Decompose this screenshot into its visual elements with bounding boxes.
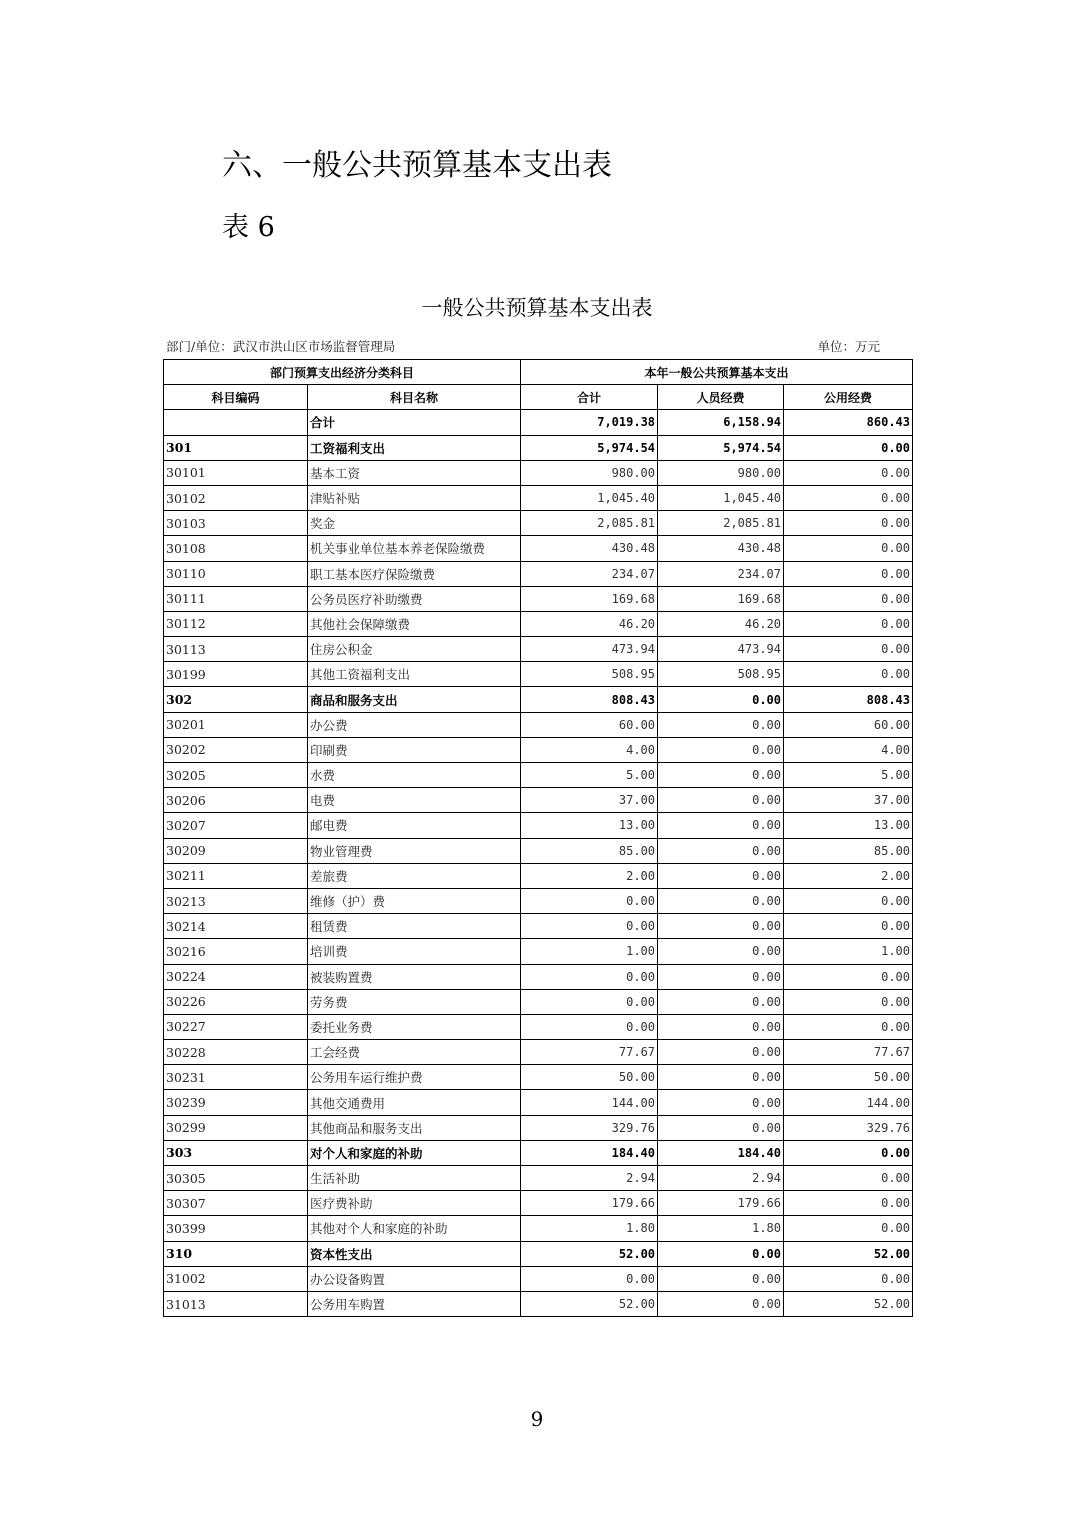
table-row xyxy=(164,1040,913,1065)
cell-public: 0.00 xyxy=(784,1166,913,1191)
cell-code: 30206 xyxy=(164,788,308,813)
table-body xyxy=(164,410,913,1317)
cell-code: 30227 xyxy=(164,1014,308,1039)
cell-total: 179.66 xyxy=(521,1191,658,1216)
cell-personnel: 1,045.40 xyxy=(658,485,784,510)
cell-total: 77.67 xyxy=(521,1040,658,1065)
table-row xyxy=(164,1241,913,1266)
cell-name: 其他交通费用 xyxy=(308,1090,521,1115)
section-heading: 六、一般公共预算基本支出表 xyxy=(222,148,612,183)
cell-total: 0.00 xyxy=(521,914,658,939)
cell-code: 30207 xyxy=(164,813,308,838)
table-row xyxy=(164,788,913,813)
cell-public: 50.00 xyxy=(784,1065,913,1090)
table-row xyxy=(164,763,913,788)
cell-personnel: 179.66 xyxy=(658,1191,784,1216)
cell-name: 培训费 xyxy=(308,939,521,964)
cell-personnel: 0.00 xyxy=(658,763,784,788)
cell-code: 30110 xyxy=(164,561,308,586)
cell-name: 资本性支出 xyxy=(308,1241,521,1266)
cell-public: 860.43 xyxy=(784,410,913,435)
cell-name: 印刷费 xyxy=(308,737,521,762)
cell-personnel: 0.00 xyxy=(658,939,784,964)
cell-code: 30102 xyxy=(164,485,308,510)
cell-name: 租赁费 xyxy=(308,914,521,939)
table-row xyxy=(164,637,913,662)
cell-public: 1.00 xyxy=(784,939,913,964)
cell-total: 0.00 xyxy=(521,1266,658,1291)
cell-code: 31013 xyxy=(164,1291,308,1316)
cell-public: 0.00 xyxy=(784,1216,913,1241)
cell-personnel: 0.00 xyxy=(658,989,784,1014)
table-row xyxy=(164,964,913,989)
cell-name: 津贴补贴 xyxy=(308,485,521,510)
cell-name: 水费 xyxy=(308,763,521,788)
table-row xyxy=(164,1115,913,1140)
cell-total: 0.00 xyxy=(521,888,658,913)
table-row xyxy=(164,687,913,712)
cell-name: 差旅费 xyxy=(308,863,521,888)
table-number: 表 6 xyxy=(222,212,275,243)
cell-public: 2.00 xyxy=(784,863,913,888)
cell-total: 2.00 xyxy=(521,863,658,888)
cell-personnel: 0.00 xyxy=(658,1014,784,1039)
cell-public: 85.00 xyxy=(784,838,913,863)
cell-total: 980.00 xyxy=(521,460,658,485)
cell-total: 169.68 xyxy=(521,586,658,611)
cell-public: 0.00 xyxy=(784,888,913,913)
cell-personnel: 0.00 xyxy=(658,737,784,762)
cell-personnel: 2,085.81 xyxy=(658,511,784,536)
cell-total: 430.48 xyxy=(521,536,658,561)
cell-personnel: 0.00 xyxy=(658,1241,784,1266)
table-row xyxy=(164,511,913,536)
cell-total: 5.00 xyxy=(521,763,658,788)
cell-name: 被装购置费 xyxy=(308,964,521,989)
cell-total: 52.00 xyxy=(521,1241,658,1266)
cell-personnel: 980.00 xyxy=(658,460,784,485)
cell-name: 委托业务费 xyxy=(308,1014,521,1039)
cell-total: 52.00 xyxy=(521,1291,658,1316)
cell-code: 30202 xyxy=(164,737,308,762)
table-row xyxy=(164,611,913,636)
header-personnel: 人员经费 xyxy=(658,385,784,410)
cell-public: 0.00 xyxy=(784,964,913,989)
table-row xyxy=(164,1291,913,1316)
cell-code: 30226 xyxy=(164,989,308,1014)
cell-total: 1,045.40 xyxy=(521,485,658,510)
cell-total: 1.80 xyxy=(521,1216,658,1241)
cell-code: 30103 xyxy=(164,511,308,536)
cell-code: 30108 xyxy=(164,536,308,561)
cell-name: 商品和服务支出 xyxy=(308,687,521,712)
table-row xyxy=(164,1166,913,1191)
cell-total: 7,019.38 xyxy=(521,410,658,435)
cell-code: 31002 xyxy=(164,1266,308,1291)
cell-public: 0.00 xyxy=(784,637,913,662)
table-row xyxy=(164,1014,913,1039)
cell-name: 工会经费 xyxy=(308,1040,521,1065)
cell-public: 0.00 xyxy=(784,914,913,939)
cell-code: 30199 xyxy=(164,662,308,687)
cell-public: 77.67 xyxy=(784,1040,913,1065)
cell-public: 52.00 xyxy=(784,1291,913,1316)
table-row xyxy=(164,737,913,762)
header-group-right: 本年一般公共预算基本支出 xyxy=(521,360,913,385)
header-group-row xyxy=(164,360,913,385)
cell-personnel: 0.00 xyxy=(658,788,784,813)
table-row xyxy=(164,1090,913,1115)
cell-public: 329.76 xyxy=(784,1115,913,1140)
table-row xyxy=(164,712,913,737)
cell-personnel: 184.40 xyxy=(658,1140,784,1165)
cell-code: 30307 xyxy=(164,1191,308,1216)
cell-name: 公务用车购置 xyxy=(308,1291,521,1316)
cell-code: 30113 xyxy=(164,637,308,662)
cell-total: 2.94 xyxy=(521,1166,658,1191)
cell-code: 30211 xyxy=(164,863,308,888)
cell-total: 184.40 xyxy=(521,1140,658,1165)
cell-code: 30201 xyxy=(164,712,308,737)
cell-public: 0.00 xyxy=(784,435,913,460)
cell-total: 808.43 xyxy=(521,687,658,712)
cell-name: 办公费 xyxy=(308,712,521,737)
cell-personnel: 0.00 xyxy=(658,888,784,913)
cell-personnel: 0.00 xyxy=(658,1040,784,1065)
cell-public: 144.00 xyxy=(784,1090,913,1115)
cell-public: 0.00 xyxy=(784,485,913,510)
table-row xyxy=(164,586,913,611)
cell-personnel: 0.00 xyxy=(658,838,784,863)
cell-name: 办公设备购置 xyxy=(308,1266,521,1291)
cell-public: 13.00 xyxy=(784,813,913,838)
table-row xyxy=(164,410,913,435)
cell-total: 0.00 xyxy=(521,964,658,989)
cell-name: 医疗费补助 xyxy=(308,1191,521,1216)
table-row xyxy=(164,460,913,485)
cell-personnel: 0.00 xyxy=(658,914,784,939)
cell-personnel: 0.00 xyxy=(658,863,784,888)
cell-personnel: 0.00 xyxy=(658,813,784,838)
cell-name: 公务员医疗补助缴费 xyxy=(308,586,521,611)
cell-name: 其他社会保障缴费 xyxy=(308,611,521,636)
cell-name: 对个人和家庭的补助 xyxy=(308,1140,521,1165)
header-code: 科目编码 xyxy=(164,385,308,410)
cell-personnel: 0.00 xyxy=(658,1115,784,1140)
header-group-left: 部门预算支出经济分类科目 xyxy=(164,360,521,385)
table-meta xyxy=(166,338,880,356)
cell-total: 50.00 xyxy=(521,1065,658,1090)
cell-code: 30305 xyxy=(164,1166,308,1191)
table-row xyxy=(164,662,913,687)
cell-personnel: 0.00 xyxy=(658,964,784,989)
cell-total: 85.00 xyxy=(521,838,658,863)
cell-name: 劳务费 xyxy=(308,989,521,1014)
cell-name: 工资福利支出 xyxy=(308,435,521,460)
cell-total: 144.00 xyxy=(521,1090,658,1115)
cell-name: 电费 xyxy=(308,788,521,813)
cell-code: 30205 xyxy=(164,763,308,788)
cell-total: 329.76 xyxy=(521,1115,658,1140)
cell-public: 0.00 xyxy=(784,611,913,636)
cell-public: 4.00 xyxy=(784,737,913,762)
cell-total: 0.00 xyxy=(521,989,658,1014)
table-row xyxy=(164,536,913,561)
cell-total: 1.00 xyxy=(521,939,658,964)
table-row xyxy=(164,561,913,586)
cell-name: 生活补助 xyxy=(308,1166,521,1191)
cell-total: 60.00 xyxy=(521,712,658,737)
cell-personnel: 0.00 xyxy=(658,1065,784,1090)
table-title: 一般公共预算基本支出表 xyxy=(421,296,653,320)
cell-code: 30399 xyxy=(164,1216,308,1241)
cell-code: 30111 xyxy=(164,586,308,611)
header-total: 合计 xyxy=(521,385,658,410)
cell-code: 30214 xyxy=(164,914,308,939)
cell-public: 0.00 xyxy=(784,1191,913,1216)
cell-total: 5,974.54 xyxy=(521,435,658,460)
cell-code: 30228 xyxy=(164,1040,308,1065)
cell-public: 60.00 xyxy=(784,712,913,737)
cell-code xyxy=(164,410,308,435)
cell-public: 0.00 xyxy=(784,586,913,611)
cell-code: 303 xyxy=(164,1140,308,1165)
cell-name: 基本工资 xyxy=(308,460,521,485)
cell-personnel: 430.48 xyxy=(658,536,784,561)
cell-public: 0.00 xyxy=(784,561,913,586)
cell-code: 30224 xyxy=(164,964,308,989)
cell-name: 其他工资福利支出 xyxy=(308,662,521,687)
cell-total: 508.95 xyxy=(521,662,658,687)
cell-personnel: 1.80 xyxy=(658,1216,784,1241)
table-row xyxy=(164,1065,913,1090)
header-column-row xyxy=(164,385,913,410)
cell-name: 邮电费 xyxy=(308,813,521,838)
cell-total: 4.00 xyxy=(521,737,658,762)
cell-public: 37.00 xyxy=(784,788,913,813)
table-row xyxy=(164,1191,913,1216)
cell-name: 合计 xyxy=(308,410,521,435)
department-label: 部门/单位：武汉市洪山区市场监督管理局 xyxy=(166,339,396,354)
cell-personnel: 5,974.54 xyxy=(658,435,784,460)
budget-table xyxy=(163,359,913,1317)
cell-name: 机关事业单位基本养老保险缴费 xyxy=(308,536,521,561)
cell-name: 职工基本医疗保险缴费 xyxy=(308,561,521,586)
cell-code: 30209 xyxy=(164,838,308,863)
cell-code: 301 xyxy=(164,435,308,460)
cell-code: 30231 xyxy=(164,1065,308,1090)
cell-public: 0.00 xyxy=(784,1014,913,1039)
cell-personnel: 169.68 xyxy=(658,586,784,611)
cell-public: 0.00 xyxy=(784,460,913,485)
cell-total: 234.07 xyxy=(521,561,658,586)
cell-personnel: 473.94 xyxy=(658,637,784,662)
table-row xyxy=(164,888,913,913)
cell-total: 0.00 xyxy=(521,1014,658,1039)
table-row xyxy=(164,1266,913,1291)
cell-name: 其他对个人和家庭的补助 xyxy=(308,1216,521,1241)
table-row xyxy=(164,1216,913,1241)
cell-code: 30101 xyxy=(164,460,308,485)
cell-code: 30239 xyxy=(164,1090,308,1115)
cell-personnel: 234.07 xyxy=(658,561,784,586)
cell-public: 5.00 xyxy=(784,763,913,788)
table-row xyxy=(164,863,913,888)
cell-name: 物业管理费 xyxy=(308,838,521,863)
cell-personnel: 0.00 xyxy=(658,1090,784,1115)
cell-personnel: 0.00 xyxy=(658,1291,784,1316)
cell-public: 0.00 xyxy=(784,1140,913,1165)
cell-personnel: 508.95 xyxy=(658,662,784,687)
header-name: 科目名称 xyxy=(308,385,521,410)
cell-public: 0.00 xyxy=(784,511,913,536)
cell-name: 奖金 xyxy=(308,511,521,536)
cell-total: 13.00 xyxy=(521,813,658,838)
cell-code: 30112 xyxy=(164,611,308,636)
unit-label: 单位：万元 xyxy=(817,339,880,354)
cell-personnel: 0.00 xyxy=(658,1266,784,1291)
cell-total: 46.20 xyxy=(521,611,658,636)
cell-personnel: 2.94 xyxy=(658,1166,784,1191)
cell-personnel: 0.00 xyxy=(658,687,784,712)
cell-personnel: 6,158.94 xyxy=(658,410,784,435)
cell-total: 37.00 xyxy=(521,788,658,813)
cell-name: 公务用车运行维护费 xyxy=(308,1065,521,1090)
cell-code: 30213 xyxy=(164,888,308,913)
cell-personnel: 0.00 xyxy=(658,712,784,737)
table-row xyxy=(164,838,913,863)
table-row xyxy=(164,485,913,510)
cell-name: 维修（护）费 xyxy=(308,888,521,913)
table-row xyxy=(164,1140,913,1165)
table-row xyxy=(164,914,913,939)
cell-personnel: 46.20 xyxy=(658,611,784,636)
cell-public: 0.00 xyxy=(784,536,913,561)
table-row xyxy=(164,435,913,460)
cell-name: 住房公积金 xyxy=(308,637,521,662)
table-row xyxy=(164,813,913,838)
cell-public: 808.43 xyxy=(784,687,913,712)
table-row xyxy=(164,939,913,964)
cell-code: 302 xyxy=(164,687,308,712)
cell-public: 0.00 xyxy=(784,1266,913,1291)
cell-total: 2,085.81 xyxy=(521,511,658,536)
cell-code: 310 xyxy=(164,1241,308,1266)
header-public: 公用经费 xyxy=(784,385,913,410)
cell-code: 30299 xyxy=(164,1115,308,1140)
cell-public: 0.00 xyxy=(784,662,913,687)
table-row xyxy=(164,989,913,1014)
cell-name: 其他商品和服务支出 xyxy=(308,1115,521,1140)
cell-code: 30216 xyxy=(164,939,308,964)
page-number: 9 xyxy=(530,1407,544,1431)
cell-public: 0.00 xyxy=(784,989,913,1014)
cell-public: 52.00 xyxy=(784,1241,913,1266)
cell-total: 473.94 xyxy=(521,637,658,662)
